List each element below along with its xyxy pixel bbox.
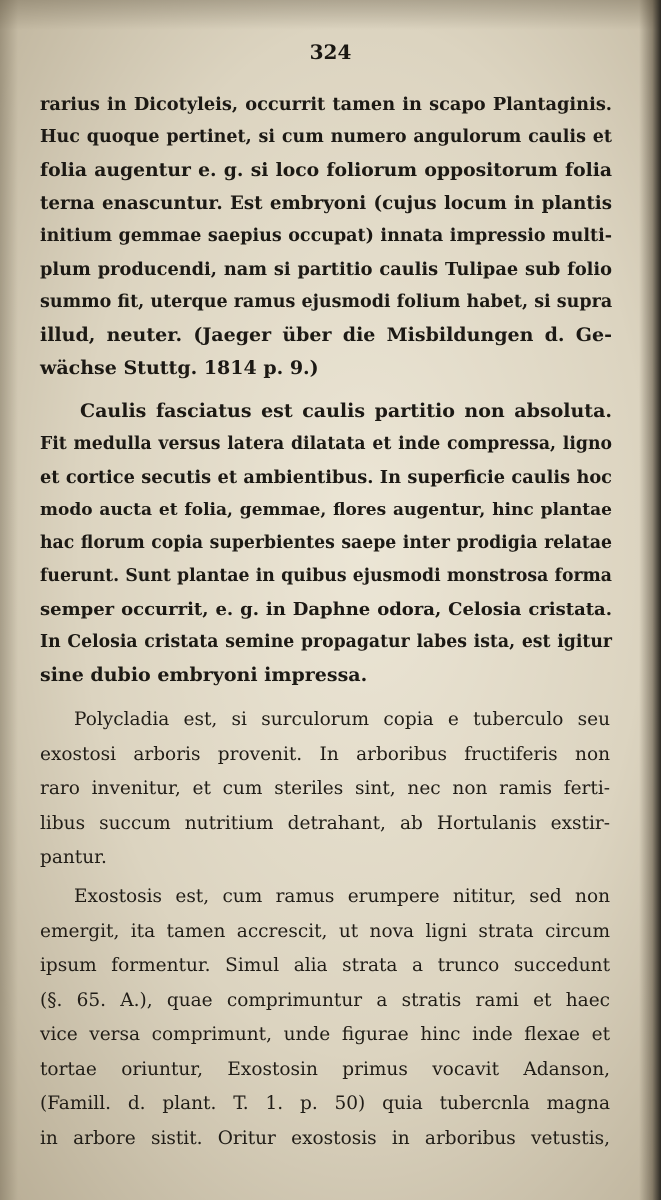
text-line: wächse Stuttg. 1814 p. 9.) <box>40 357 319 379</box>
text-line: pantur. <box>40 847 107 868</box>
text-line: emergit, ita tamen accrescit, ut nova ligni strata circum <box>40 920 610 942</box>
text-line: rarius in Dicotyleis, occurrit tamen in scapo Plantaginis. <box>40 94 612 115</box>
text-line: plum producendi, nam si partitio caulis Tulipae sub folio <box>40 259 612 280</box>
page-top-shadow <box>0 0 661 30</box>
paragraph-1 <box>40 88 612 385</box>
text-line: in arbore sistit. Oritur exostosis in arboribus vetustis, <box>40 1127 610 1149</box>
text-line: (Famill. d. plant. T. 1. p. 50) quia tubercnla magna <box>40 1093 610 1114</box>
text-line: tortae oriuntur, Exostosin primus vocavit Adanson, <box>40 1058 610 1080</box>
text-line: semper occurrit, e. g. in Daphne odora, Celosia cristata. <box>40 599 612 620</box>
text-line: summo fit, uterque ramus ejusmodi folium habet, si supra <box>40 292 613 312</box>
text-line: fuerunt. Sunt plantae in quibus ejusmodi monstrosa forma <box>40 566 612 586</box>
text-line: libus succum nutritium detrahant, ab Hortulanis exstir- <box>40 812 610 834</box>
text-line: Polycladia est, si surculorum copia e tuberculo seu <box>74 709 610 730</box>
text-line: terna enascuntur. Est embryoni (cujus locum in plantis <box>40 193 612 214</box>
text-line: (§. 65. A.), quae comprimuntur a stratis rami et haec <box>40 989 610 1011</box>
text-line: sine dubio embryoni impressa. <box>40 664 368 686</box>
page-left-shadow <box>0 0 18 1200</box>
page-gutter-shadow <box>639 0 661 1200</box>
text-line: raro invenitur, et cum steriles sint, nec non ramis ferti- <box>40 778 610 799</box>
text-line: modo aucta et folia, gemmae, flores augentur, hinc plantae <box>40 500 612 520</box>
text-line: Caulis fasciatus est caulis partitio non absoluta. <box>80 400 612 422</box>
text-line: initium gemmae saepius occupat) innata impressio multi- <box>40 226 612 246</box>
text-line: et cortice secutis et ambientibus. In superficie caulis hoc <box>40 467 612 488</box>
text-line: ipsum formentur. Simul alia strata a trunco succedunt <box>40 955 610 976</box>
text-line: hac florum copia superbientes saepe inter prodigia relatae <box>40 533 612 553</box>
text-line: illud, neuter. (Jaeger über die Misbildungen d. Ge- <box>40 324 612 346</box>
paragraph-3 <box>40 703 610 876</box>
text-line: vice versa comprimunt, unde figurae hinc inde flexae et <box>40 1024 610 1045</box>
text-line: In Celosia cristata semine propagatur labes ista, est igitur <box>40 632 612 652</box>
page-number: 324 <box>309 40 352 64</box>
text-line: Huc quoque pertinet, si cum numero angulorum caulis et <box>40 127 612 147</box>
paragraph-2 <box>40 395 612 692</box>
text-line: exostosi arboris provenit. In arboribus fructiferis non <box>40 743 610 765</box>
text-line: Fit medulla versus latera dilatata et inde compressa, ligno <box>40 434 612 454</box>
text-line: Exostosis est, cum ramus erumpere nititur, sed non <box>74 886 610 907</box>
paragraph-4 <box>40 880 610 1156</box>
text-line: folia augentur e. g. si loco foliorum oppositorum folia <box>40 159 612 181</box>
